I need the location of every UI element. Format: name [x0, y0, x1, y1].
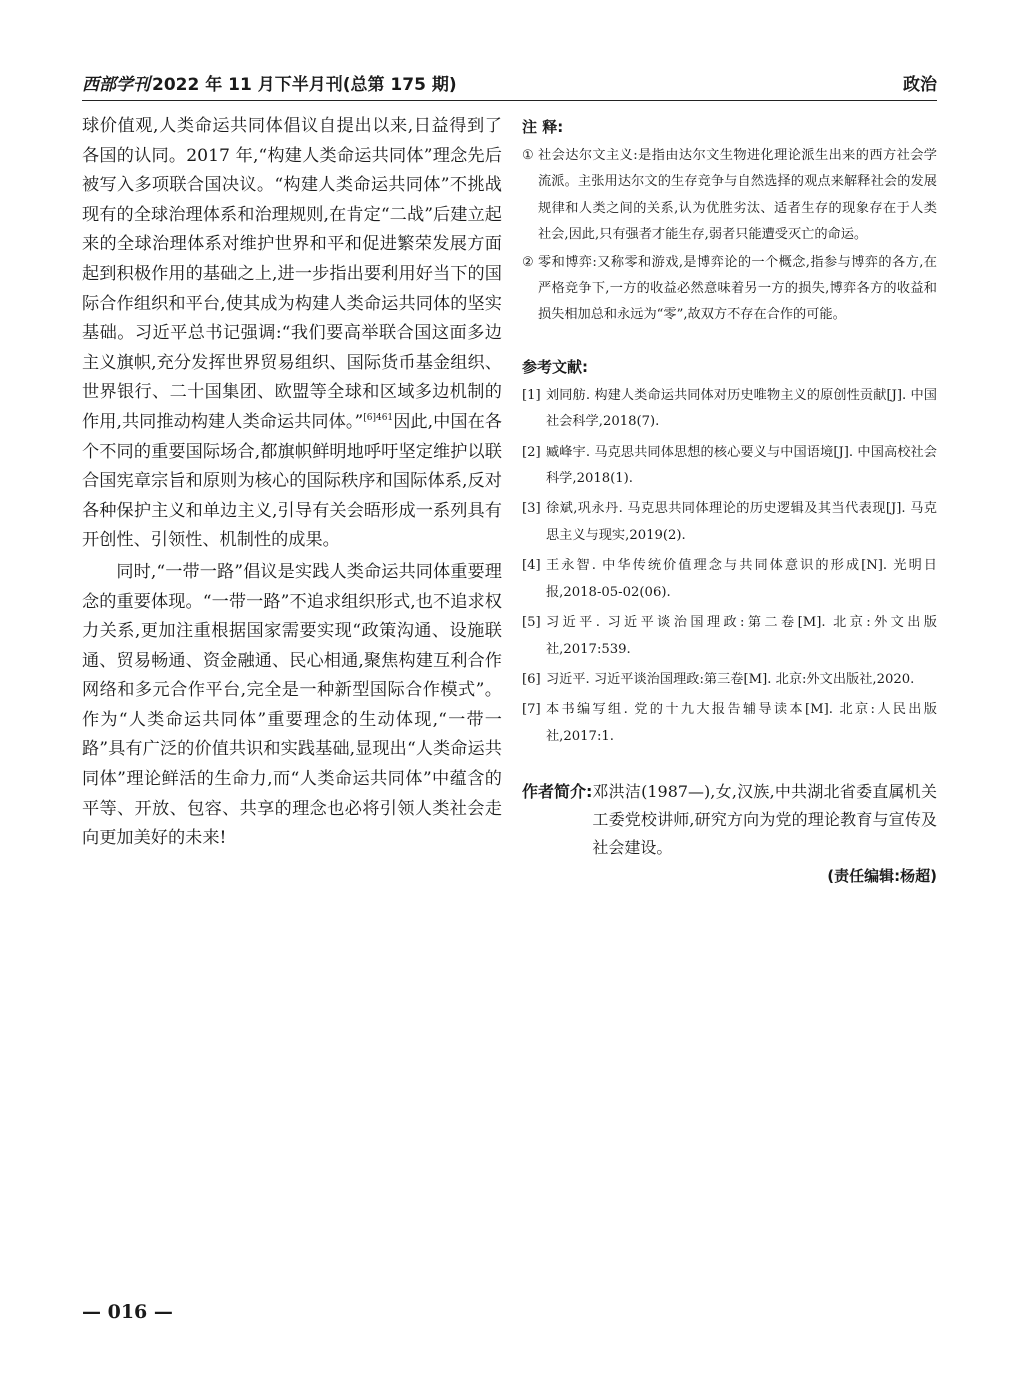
- reference-item: [522, 667, 937, 693]
- reference-text: 徐斌,巩永丹. 马克思共同体理论的历史逻辑及其当代表现[J]. 马克思主义与现实,2019(2).: [546, 501, 937, 543]
- author-bio: [522, 778, 937, 862]
- paragraph-text: 球价值观,人类命运共同体倡议自提出以来,日益得到了各国的认同。2017 年,“构建人类命运共同体”理念先后被写入多项联合国决议。“构建人类命运共同体”不挑战现有的全球治理体系和治理规则,在肯定“二战”后建立起来的全球治理体系对维护世界和平和促进繁荣发展方面起到积极作用的基础之上,进一步指出要利用好当下的国际合作组织和平台,使其成为构建人类命运共同体的坚实基础。习近平总书记强调:“我们要高举联合国这面多边主义旗帜,充分发挥世界贸易组织、国际货币基金组织、世界银行、二十国集团、欧盟等全球和区域多边机制的作用,共同推动构建人类命运共同体。”: [82, 116, 502, 432]
- reference-item: [522, 440, 937, 493]
- main-text-column: [82, 112, 502, 854]
- header-journal-info: [82, 70, 457, 100]
- references-section: [522, 355, 937, 750]
- reference-number: [6]: [522, 671, 541, 687]
- reference-text: 习近平. 习近平谈治国理政:第三卷[M]. 北京:外文出版社,2020.: [546, 671, 915, 687]
- responsible-editor: (责任编辑:杨超): [827, 867, 937, 886]
- section-label: 政治: [903, 75, 937, 95]
- reference-number: [7]: [522, 702, 541, 718]
- note-marker: ①: [522, 148, 534, 163]
- reference-text: 本书编写组. 党的十九大报告辅导读本[M]. 北京:人民出版社,2017:1.: [546, 702, 937, 744]
- reference-item: [522, 496, 937, 549]
- notes-title: 注 释:: [522, 118, 564, 136]
- reference-text: 习近平. 习近平谈治国理政:第二卷[M]. 北京:外文出版社,2017:539.: [546, 615, 937, 657]
- reference-number: [2]: [522, 444, 541, 460]
- reference-text: 刘同舫. 构建人类命运共同体对历史唯物主义的原创性贡献[J]. 中国社会科学,2018(7).: [546, 387, 937, 430]
- note-item: [522, 250, 937, 329]
- reference-text: 臧峰宇. 马克思共同体思想的核心要义与中国语境[J]. 中国高校社会科学,2018(1).: [546, 444, 937, 487]
- reference-number: [1]: [522, 387, 541, 403]
- reference-item: [522, 697, 937, 750]
- body-paragraph-2: 同时,“一带一路”倡议是实践人类命运共同体重要理念的重要体现。“一带一路”不追求组织形式,也不追求权力关系,更加注重根据国家需要实现“政策沟通、设施联通、贸易畅通、资金融通、民心相通,聚焦构建互利合作网络和多元合作平台,完全是一种新型国际合作模式”。作为“人类命运共同体”重要理念的生动体现,“一带一路”具有广泛的价值共识和实践基础,显现出“人类命运共同体”理论鲜活的生命力,而“人类命运共同体”中蕴含的平等、开放、包容、共享的理念也必将引领人类社会走向更加美好的未来!: [82, 561, 502, 849]
- author-bio-label: 作者简介:: [522, 782, 593, 802]
- page-number: — 016 —: [82, 1301, 173, 1323]
- issue-info: 2022 年 11 月下半月刊(总第 175 期): [152, 75, 457, 95]
- note-marker: ②: [522, 254, 534, 270]
- reference-item: [522, 383, 937, 436]
- body-paragraph-1: [82, 112, 502, 556]
- reference-item: [522, 553, 937, 606]
- citation-marker: [6]461: [363, 412, 394, 423]
- note-text: 零和博弈:又称零和游戏,是博弈论的一个概念,指参与博弈的各方,在严格竞争下,一方的收益必然意味着另一方的损失,博弈各方的收益和损失相加总和永远为“零”,故双方不存在合作的可能。: [538, 254, 937, 323]
- author-bio-text: 邓洪洁(1987—),女,汉族,中共湖北省委直属机关工委党校讲师,研究方向为党的理论教育与宣传及社会建设。: [592, 782, 937, 858]
- reference-item: [522, 610, 937, 663]
- reference-number: [5]: [522, 615, 541, 631]
- reference-text: 王永智. 中华传统价值理念与共同体意识的形成[N]. 光明日报,2018-05-02(06).: [546, 558, 937, 600]
- note-item: [522, 143, 937, 249]
- page-header: [82, 68, 937, 101]
- paragraph-text: 因此,中国在各个不同的重要国际场合,都旗帜鲜明地呼吁坚定维护以联合国宪章宗旨和原则为核心的国际秩序和国际体系,反对各种保护主义和单边主义,引导有关会晤形成一系列具有开创性、引领性、机制性的成果。: [82, 411, 502, 551]
- side-column: [522, 115, 937, 888]
- references-title: 参考文献:: [522, 357, 588, 376]
- note-text: 社会达尔文主义:是指由达尔文生物进化理论派生出来的西方社会学流派。主张用达尔文的生存竞争与自然选择的观点来解释社会的发展规律和人类之间的关系,认为优胜劣汰、适者生存的现象存在于人类社会,因此,只有强者才能生存,弱者只能遭受灭亡的命运。: [538, 148, 937, 243]
- reference-number: [4]: [522, 558, 541, 574]
- reference-number: [3]: [522, 501, 541, 517]
- journal-logo: 西部学刊: [82, 75, 150, 95]
